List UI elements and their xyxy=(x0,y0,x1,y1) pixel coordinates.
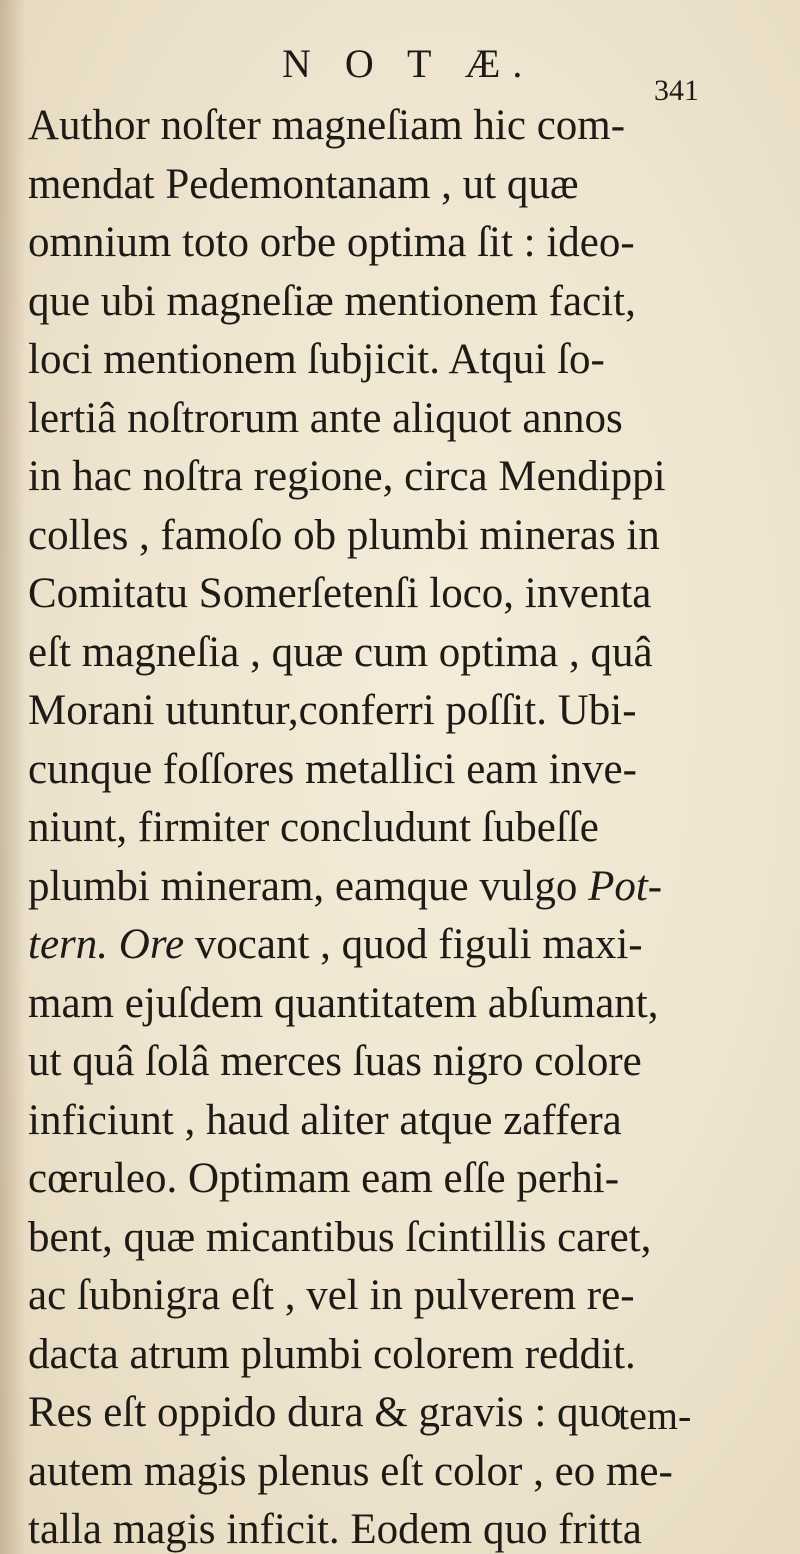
text-line: Author noſter magneſiam hic com- xyxy=(28,102,626,149)
text-line: bent, quæ micantibus ſcintillis caret, xyxy=(28,1213,652,1261)
running-title: N O T Æ. xyxy=(282,41,535,86)
text-line: colles , famoſo ob plumbi mineras in xyxy=(28,511,660,559)
text-line: ac ſubnigra eſt , vel in pulverem re- xyxy=(28,1272,635,1319)
text-line: loci mentionem ſubjicit. Atqui ſo- xyxy=(28,336,605,383)
text-line-roman: plumbi mineram, eamque vulgo xyxy=(28,862,589,910)
text-line: niunt, firmiter concludunt ſubeſſe xyxy=(28,804,599,851)
text-line: Comitatu Somerſetenſi loco, inventa xyxy=(28,570,652,617)
text-line: mam ejuſdem quantitatem abſumant, xyxy=(28,979,659,1027)
text-line xyxy=(28,916,740,975)
text-line: lertiâ noſtrorum ante aliquot annos xyxy=(28,394,623,442)
text-line: cœruleo. Optimam eam eſſe perhi- xyxy=(28,1155,620,1202)
text-line: talla magis inficit. Eodem quo fritta xyxy=(28,1506,642,1553)
body-text xyxy=(28,97,740,1554)
text-line: dacta atrum plumbi colorem reddit. xyxy=(28,1330,636,1378)
text-line: inficiunt , haud aliter atque zaffera xyxy=(28,1096,622,1144)
text-line-italic: Pot- xyxy=(588,862,663,910)
text-line: autem magis plenus eſt color , eo me- xyxy=(28,1447,673,1495)
page-number: 341 xyxy=(654,74,699,107)
text-line: cunque foſſores metallici eam inve- xyxy=(28,745,637,793)
text-line: omnium toto orbe optima ſit : ideo- xyxy=(28,219,635,266)
text-line xyxy=(28,858,740,917)
text-line: Res eſt oppido dura & gravis : quo xyxy=(28,1389,622,1436)
catchword: tem- xyxy=(618,1393,692,1438)
text-line-italic: tern. Ore xyxy=(28,921,185,968)
text-line: eſt magneſia , quæ cum optima , quâ xyxy=(28,628,653,676)
text-line: ut quâ ſolâ merces ſuas nigro colore xyxy=(28,1038,642,1085)
text-line: que ubi magneſiæ mentionem facit, xyxy=(28,277,636,325)
text-line: in hac noſtra regione, circa Mendippi xyxy=(28,453,666,500)
text-line: mendat Pedemontanam , ut quæ xyxy=(28,160,579,208)
text-line-roman: vocant , quod figuli maxi- xyxy=(184,921,643,968)
text-line: Morani utuntur,conferri poſſit. Ubi- xyxy=(28,687,637,734)
